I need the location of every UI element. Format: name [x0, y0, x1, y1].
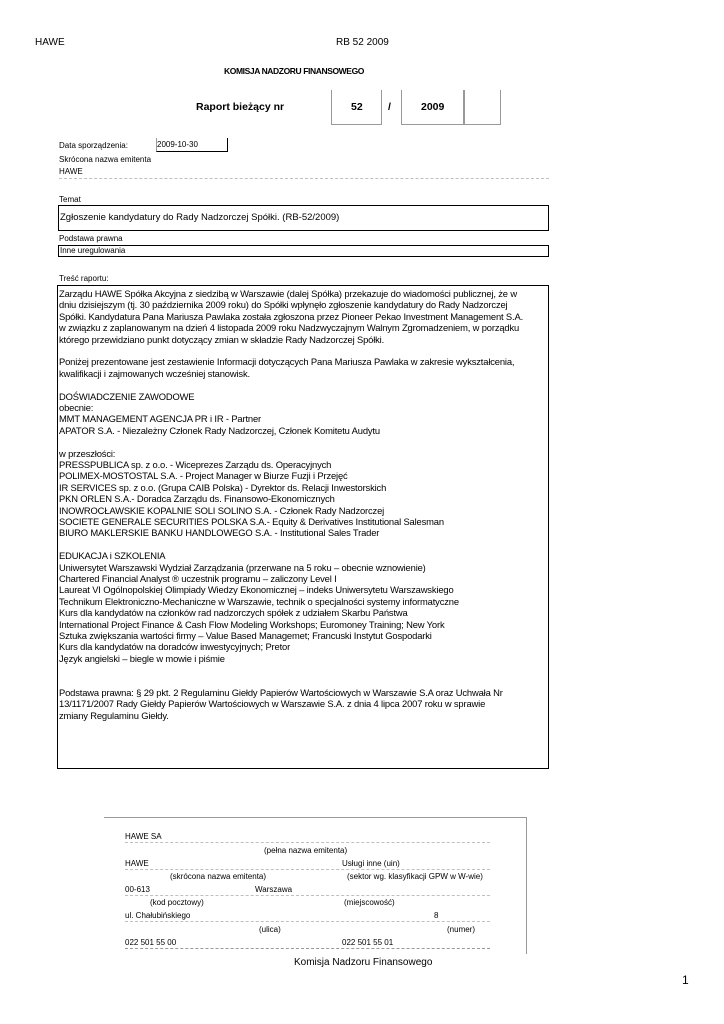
content-line: obecnie:: [59, 402, 94, 413]
divider: [125, 921, 490, 922]
content-line: Kurs dla kandydatów na doradców inwestycyjnych; Pretor: [59, 641, 291, 653]
legal-basis-label: Podstawa prawna: [59, 234, 123, 243]
content-label: Treść raportu:: [59, 274, 109, 283]
footer-full-name-caption: (pełna nazwa emitenta): [264, 846, 348, 855]
footer-sector-caption: (sektor wg. klasyfikacji GPW w W-wie): [347, 872, 483, 881]
divider: [59, 178, 549, 179]
footer-street: ul. Chałubińskiego: [125, 911, 191, 920]
subject-value: Zgłoszenie kandydatury do Rady Nadzorczej Spółki. (RB-52/2009): [60, 212, 340, 223]
report-extra-box: [464, 90, 501, 125]
footer-authority: Komisja Nadzoru Finansowego: [294, 957, 433, 968]
divider: [125, 948, 490, 949]
footer-street-caption: (ulica): [259, 925, 281, 934]
content-line: BIURO MAKLERSKIE BANKU HANDLOWEGO S.A. - Institutional Sales Trader: [59, 527, 380, 539]
content-line: Chartered Financial Analyst ® uczestnik programu – zaliczony Level I: [59, 573, 337, 584]
footer-city: Warszawa: [255, 885, 293, 894]
content-line: którego przewidziano punkt dotyczący zmian w składzie Rady Nadzorczej Spółki.: [59, 333, 385, 345]
content-line: Podstawa prawna: § 29 pkt. 2 Regulaminu Giełdy Papierów Wartościowych w Warszawie S.A oraz Uchwała Nr: [59, 687, 503, 698]
content-line: Technikum Elektroniczno-Mechaniczne w Warszawie, technik o specjalności systemy informatyczne: [59, 595, 459, 607]
content-line: PRESSPUBLICA sp. z o.o. - Wiceprezes Zarządu ds. Operacyjnych: [59, 459, 332, 470]
divider: [125, 842, 490, 843]
short-name-label: Skrócona nazwa emitenta: [59, 155, 152, 164]
content-line: SOCIETE GENERALE SECURITIES POLSKA S.A.- Equity & Derivatives Institutional Salesman: [59, 516, 444, 527]
divider: [125, 869, 490, 870]
header-report-ref: RB 52 2009: [336, 37, 389, 48]
footer-postcode: 00-613: [125, 885, 150, 894]
footer-postcode-caption: (kod pocztowy): [150, 898, 204, 907]
date-label: Data sporządzenia:: [59, 141, 128, 150]
footer-sector: Usługi inne (uin): [342, 859, 400, 868]
content-line: Uniwersytet Warszawski Wydział Zarządzania (przerwane na 5 roku – obecnie wznowienie): [59, 561, 426, 573]
footer-city-caption: (miejscowość): [344, 898, 395, 907]
footer-fax: 022 501 55 01: [342, 938, 394, 947]
content-line: EDUKACJA i SZKOLENIA: [59, 550, 166, 562]
content-line: zmiany Regulaminu Giełdy.: [59, 709, 169, 721]
footer-number: 8: [434, 911, 439, 920]
content-line: POLIMEX-MOSTOSTAL S.A. - Project Manager w Biurze Fuzji i Przejęć: [59, 470, 348, 482]
content-line: IR SERVICES sp. z o.o. (Grupa CAIB Polska) - Dyrektor ds. Relacji Inwestorskich: [59, 481, 387, 493]
footer-short-name: HAWE: [125, 859, 149, 868]
footer-top-rule: [104, 817, 526, 818]
report-separator: /: [388, 101, 391, 113]
content-line: dniu dzisiejszym (tj. 30 października 2009 roku) do Spółki wpłynęło zgłoszenie kandydatury do Rady Nadzorczej: [59, 299, 508, 311]
content-line: INOWROCŁAWSKIE KOPALNIE SOLI SOLINO S.A. - Członek Rady Nadzorczej: [59, 504, 385, 516]
report-label: Raport bieżący nr: [196, 101, 285, 113]
content-line: Język angielski – biegle w mowie i piśmie: [59, 652, 225, 664]
header-company: HAWE: [35, 37, 65, 48]
content-line: APATOR S.A. - Niezależny Członek Rady Nadzorczej, Członek Komitetu Audytu: [59, 424, 380, 436]
page-number: 1: [682, 973, 689, 987]
content-line: Spółki. Kandydatura Pana Mariusza Pawlaka została zgłoszona przez Pioneer Pekao Investment Management S.A.: [59, 310, 524, 322]
report-year: 2009: [421, 101, 445, 113]
content-line: w przeszłości:: [59, 447, 116, 459]
content-line: Zarządu HAWE Spółka Akcyjna z siedzibą w Warszawie (dalej Spółka) przekazuje do wiadomości publicznej, że w: [59, 288, 517, 299]
content-line: Sztuka zwiększania wartości firmy – Value Based Managemet; Francuski Instytut Gospodarki: [59, 630, 432, 641]
content-line: MMT MANAGEMENT AGENCJA PR i IR - Partner: [59, 413, 262, 425]
footer-right-rule: [526, 817, 527, 954]
short-name-value: HAWE: [59, 167, 83, 176]
content-line: International Project Finance & Cash Flow Modeling Workshops; Euromoney Training; New York: [59, 618, 445, 630]
footer-phone: 022 501 55 00: [125, 938, 177, 947]
content-line: 13/1171/2007 Rady Giełdy Papierów Wartościowych w Warszawie S.A. z dnia 4 lipca 2007 roku w sprawie: [59, 698, 486, 710]
footer-number-caption: (numer): [447, 925, 476, 934]
content-line: w związku z zaplanowanym na dzień 4 listopada 2009 roku Nadzwyczajnym Walnym Zgromadzeniem, w porządku: [59, 322, 520, 334]
footer-short-name-caption: (skrócona nazwa emitenta): [170, 872, 267, 881]
report-number: 52: [351, 101, 363, 113]
content-line: Poniżej prezentowane jest zestawienie Informacji dotyczących Pana Mariusza Pawlaka w zakresie wykształcenia,: [59, 356, 515, 368]
authority-title: KOMISJA NADZORU FINANSOWEGO: [224, 66, 364, 76]
divider: [125, 895, 490, 896]
content-line: PKN ORLEN S.A.- Doradca Zarządu ds. Finansowo-Ekonomicznych: [59, 493, 335, 505]
content-line: DOŚWIADCZENIE ZAWODOWE: [59, 390, 195, 402]
content-line: Laureat VI Ogólnopolskiej Olimpiady Wiedzy Ekonomicznej – indeks Uniwersytetu Warszawskiego: [59, 584, 454, 596]
legal-basis-box: [58, 245, 549, 257]
content-line: Kurs dla kandydatów na członków rad nadzorczych spółek z udziałem Skarbu Państwa: [59, 607, 408, 619]
date-value: 2009-10-30: [157, 140, 198, 149]
footer-full-name: HAWE SA: [125, 832, 162, 841]
legal-basis-value: Inne uregulowania: [60, 246, 126, 255]
content-line: kwalifikacji i zajmowanych wcześniej stanowisk.: [59, 367, 250, 379]
subject-label: Temat: [59, 195, 81, 204]
